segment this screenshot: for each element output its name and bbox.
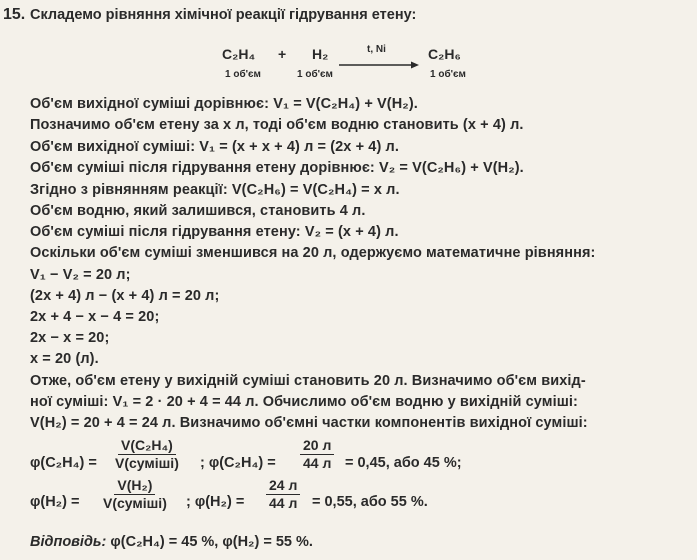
formula2-value-fraction — [266, 477, 300, 512]
formula2-denominator: V(суміші) — [103, 495, 167, 511]
formula2-fraction — [100, 477, 170, 512]
reactant-ethene: C₂H₄ — [222, 46, 256, 62]
text-line: Об'єм вихідної суміші дорівнює: V₁ = V(C₂H₄) + V(H₂). — [30, 96, 418, 112]
text-line: Об'єм суміші після гідрування етену дорівнює: V₂ = V(C₂H₆) + V(H₂). — [30, 160, 524, 176]
text-line: Отже, об'єм етену у вихідній суміші становить 20 л. Визначимо об'єм вихід- — [30, 373, 586, 389]
formula1-mid: ; φ(C₂H₄) = — [200, 455, 276, 471]
answer-text: φ(C₂H₄) = 45 %, φ(H₂) = 55 %. — [110, 534, 313, 550]
text-line: Згідно з рівнянням реакції: V(C₂H₆) = V(C₂H₄) = x л. — [30, 182, 400, 198]
volume-label-1: 1 об'єм — [225, 69, 261, 80]
text-line: ної суміші: V₁ = 2 · 20 + 4 = 44 л. Обчислимо об'єм водню у вихідній суміші: — [30, 394, 578, 410]
text-line: Об'єм суміші після гідрування етену: V₂ = (x + 4) л. — [30, 224, 399, 240]
volume-label-2: 1 об'єм — [297, 69, 333, 80]
formula2-mid: ; φ(H₂) = — [186, 494, 245, 510]
formula1-result: = 0,45, або 45 %; — [345, 455, 462, 471]
volume-label-3: 1 об'єм — [430, 69, 466, 80]
formula2-numerator: V(H₂) — [114, 477, 155, 495]
text-line: 2x − x = 20; — [30, 330, 110, 346]
text-line: Об'єм водню, який залишився, становить 4 л. — [30, 203, 366, 219]
reaction-condition: t, Ni — [367, 44, 386, 55]
text-line: Оскільки об'єм суміші зменшився на 20 л, одержуємо математичне рівняння: — [30, 245, 596, 261]
formula2-value-denominator: 44 л — [269, 495, 298, 511]
formula2-value-numerator: 24 л — [266, 477, 300, 495]
text-line: x = 20 (л). — [30, 351, 99, 367]
formula1-value-fraction — [300, 437, 334, 472]
text-line: V₁ − V₂ = 20 л; — [30, 267, 131, 283]
formula1-numerator: V(C₂H₄) — [118, 437, 176, 455]
formula1-denominator: V(суміші) — [115, 455, 179, 471]
text-line: (2x + 4) л − (x + 4) л = 20 л; — [30, 288, 220, 304]
formula1-lhs: φ(C₂H₄) = — [30, 455, 97, 471]
plus-sign: + — [278, 46, 287, 62]
text-line: Об'єм вихідної суміші: V₁ = (x + x + 4) л = (2x + 4) л. — [30, 139, 399, 155]
answer-line — [30, 534, 313, 550]
formula2-lhs: φ(H₂) = — [30, 494, 80, 510]
formula1-value-numerator: 20 л — [300, 437, 334, 455]
formula1-fraction — [112, 437, 182, 472]
answer-label: Відповідь: — [30, 534, 107, 550]
text-line: Позначимо об'єм етену за x л, тоді об'єм водню становить (x + 4) л. — [30, 117, 524, 133]
formula1-value-denominator: 44 л — [303, 455, 332, 471]
text-line: 2x + 4 − x − 4 = 20; — [30, 309, 160, 325]
product-ethane: C₂H₆ — [428, 46, 461, 62]
reactant-hydrogen: H₂ — [312, 46, 329, 62]
problem-heading: Складемо рівняння хімічної реакції гідрування етену: — [30, 7, 417, 23]
text-line: V(H₂) = 20 + 4 = 24 л. Визначимо об'ємні частки компонентів вихідної суміші: — [30, 415, 588, 431]
problem-number: 15. — [3, 6, 26, 23]
reaction-arrow-icon — [339, 60, 419, 70]
formula2-result: = 0,55, або 55 %. — [312, 494, 428, 510]
